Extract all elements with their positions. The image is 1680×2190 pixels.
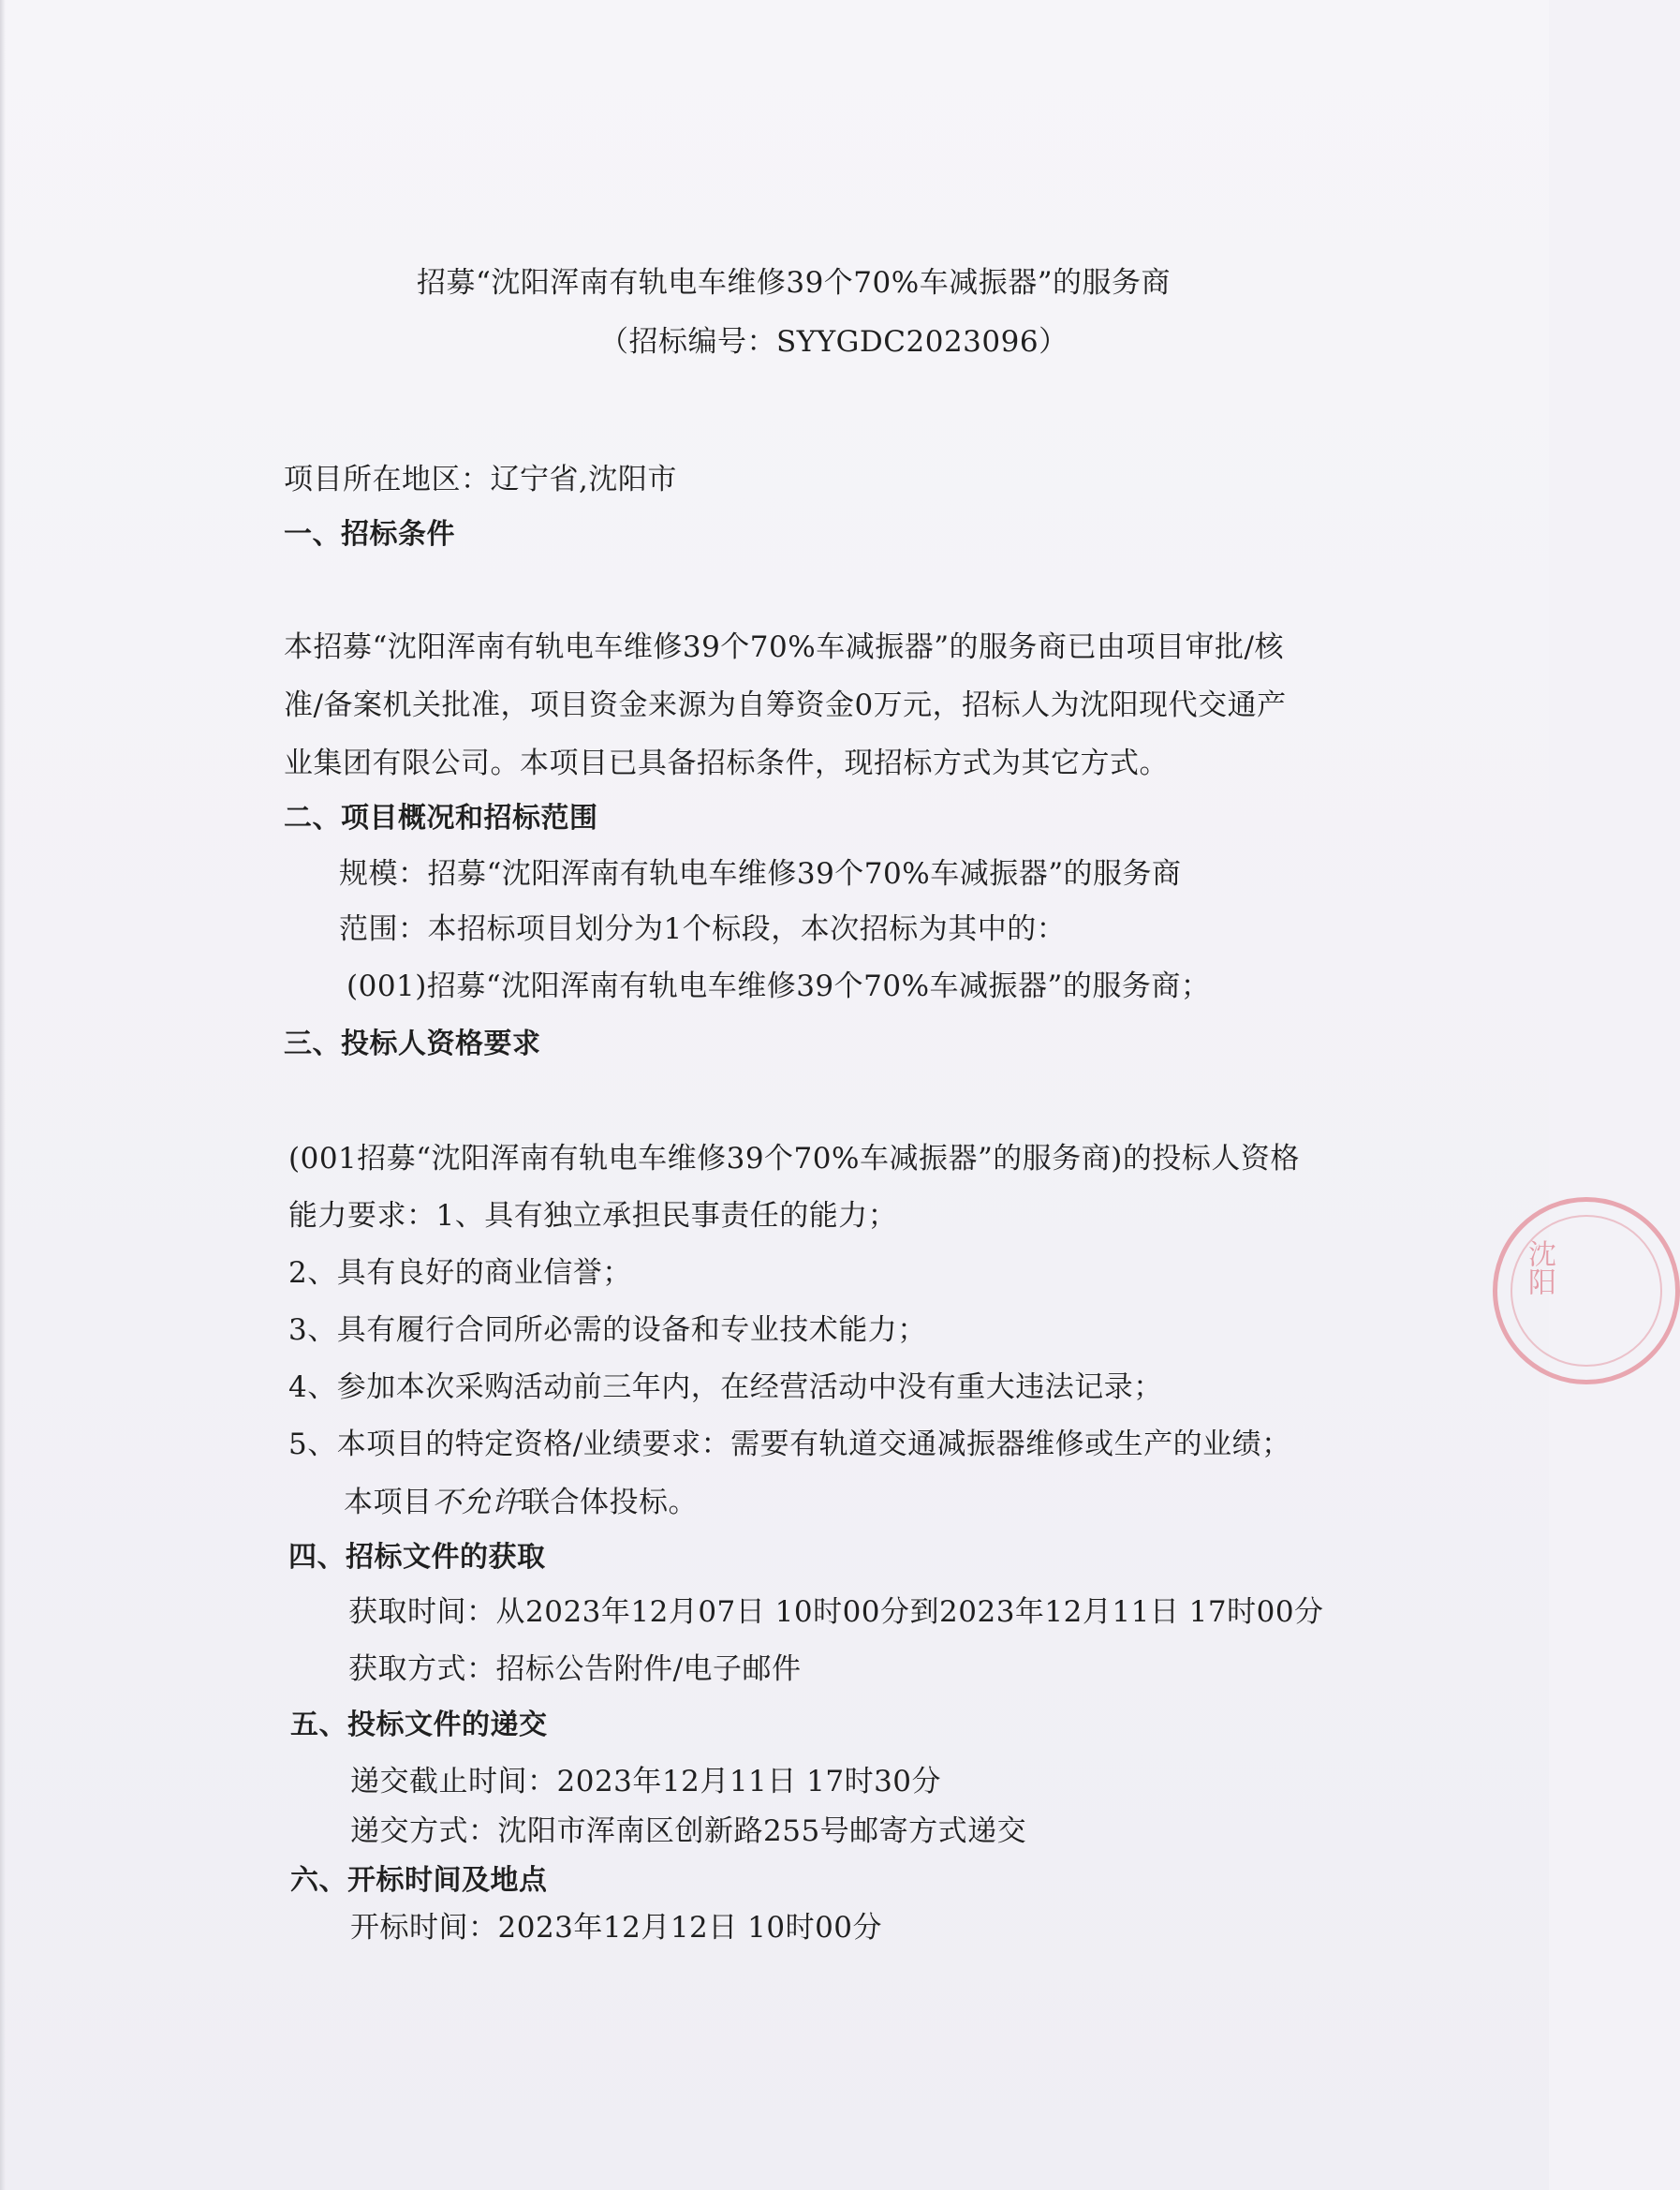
section-5-method: 递交方式：沈阳市浑南区创新路255号邮寄方式递交 bbox=[350, 1814, 1027, 1848]
bid-number: （招标编号：SYYGDC2023096） bbox=[599, 325, 1068, 359]
section-1-para-line-2: 准/备案机关批准，项目资金来源为自筹资金0万元，招标人为沈阳现代交通产 bbox=[284, 688, 1287, 722]
section-1-heading: 一、招标条件 bbox=[284, 518, 455, 551]
consortium-prefix: 本项目 bbox=[344, 1486, 433, 1519]
section-2-heading: 二、项目概况和招标范围 bbox=[284, 802, 598, 835]
section-4-method: 获取方式：招标公告附件/电子邮件 bbox=[348, 1652, 802, 1686]
section-3-line-3: 2、具有良好的商业信誉； bbox=[288, 1256, 632, 1290]
section-3-line-2: 能力要求：1、具有独立承担民事责任的能力； bbox=[288, 1199, 898, 1233]
section-3-line-5: 4、参加本次采购活动前三年内，在经营活动中没有重大违法记录； bbox=[288, 1370, 1163, 1404]
consortium-emphasis: 不允许 bbox=[432, 1486, 521, 1519]
section-4-time: 获取时间：从2023年12月07日 10时00分到2023年12月11日 17时00分 bbox=[348, 1595, 1324, 1629]
seal-text: 沈阳 bbox=[1523, 1239, 1555, 1295]
section-5-deadline: 递交截止时间：2023年12月11日 17时30分 bbox=[350, 1765, 942, 1798]
section-2-scope: 范围：本招标项目划分为1个标段，本次招标为其中的： bbox=[339, 912, 1067, 946]
section-3-line-6: 5、本项目的特定资格/业绩要求：需要有轨道交通减振器维修或生产的业绩； bbox=[288, 1428, 1291, 1461]
project-region: 项目所在地区：辽宁省,沈阳市 bbox=[284, 463, 677, 496]
document-title: 招募“沈阳浑南有轨电车维修39个70%车减振器”的服务商 bbox=[417, 266, 1172, 300]
red-seal-stamp bbox=[1493, 1197, 1680, 1384]
section-3-line-1: (001招募“沈阳浑南有轨电车维修39个70%车减振器”的服务商)的投标人资格 bbox=[288, 1142, 1300, 1176]
section-1-para-line-1: 本招募“沈阳浑南有轨电车维修39个70%车减振器”的服务商已由项目审批/核 bbox=[284, 630, 1284, 664]
consortium-suffix: 联合体投标。 bbox=[521, 1486, 698, 1519]
section-6-heading: 六、开标时间及地点 bbox=[290, 1864, 548, 1897]
scan-edge bbox=[0, 0, 6, 2190]
consortium-line bbox=[344, 1484, 698, 1521]
section-1-para-line-3: 业集团有限公司。本项目已具备招标条件，现招标方式为其它方式。 bbox=[284, 747, 1169, 780]
section-4-heading: 四、招标文件的获取 bbox=[288, 1541, 546, 1574]
section-5-heading: 五、投标文件的递交 bbox=[290, 1709, 548, 1741]
section-2-lot: (001)招募“沈阳浑南有轨电车维修39个70%车减振器”的服务商； bbox=[346, 969, 1211, 1003]
section-3-line-4: 3、具有履行合同所必需的设备和专业技术能力； bbox=[288, 1313, 927, 1347]
section-3-heading: 三、投标人资格要求 bbox=[284, 1028, 541, 1060]
section-2-scale: 规模：招募“沈阳浑南有轨电车维修39个70%车减振器”的服务商 bbox=[339, 857, 1182, 891]
section-6-time: 开标时间：2023年12月12日 10时00分 bbox=[350, 1911, 883, 1945]
